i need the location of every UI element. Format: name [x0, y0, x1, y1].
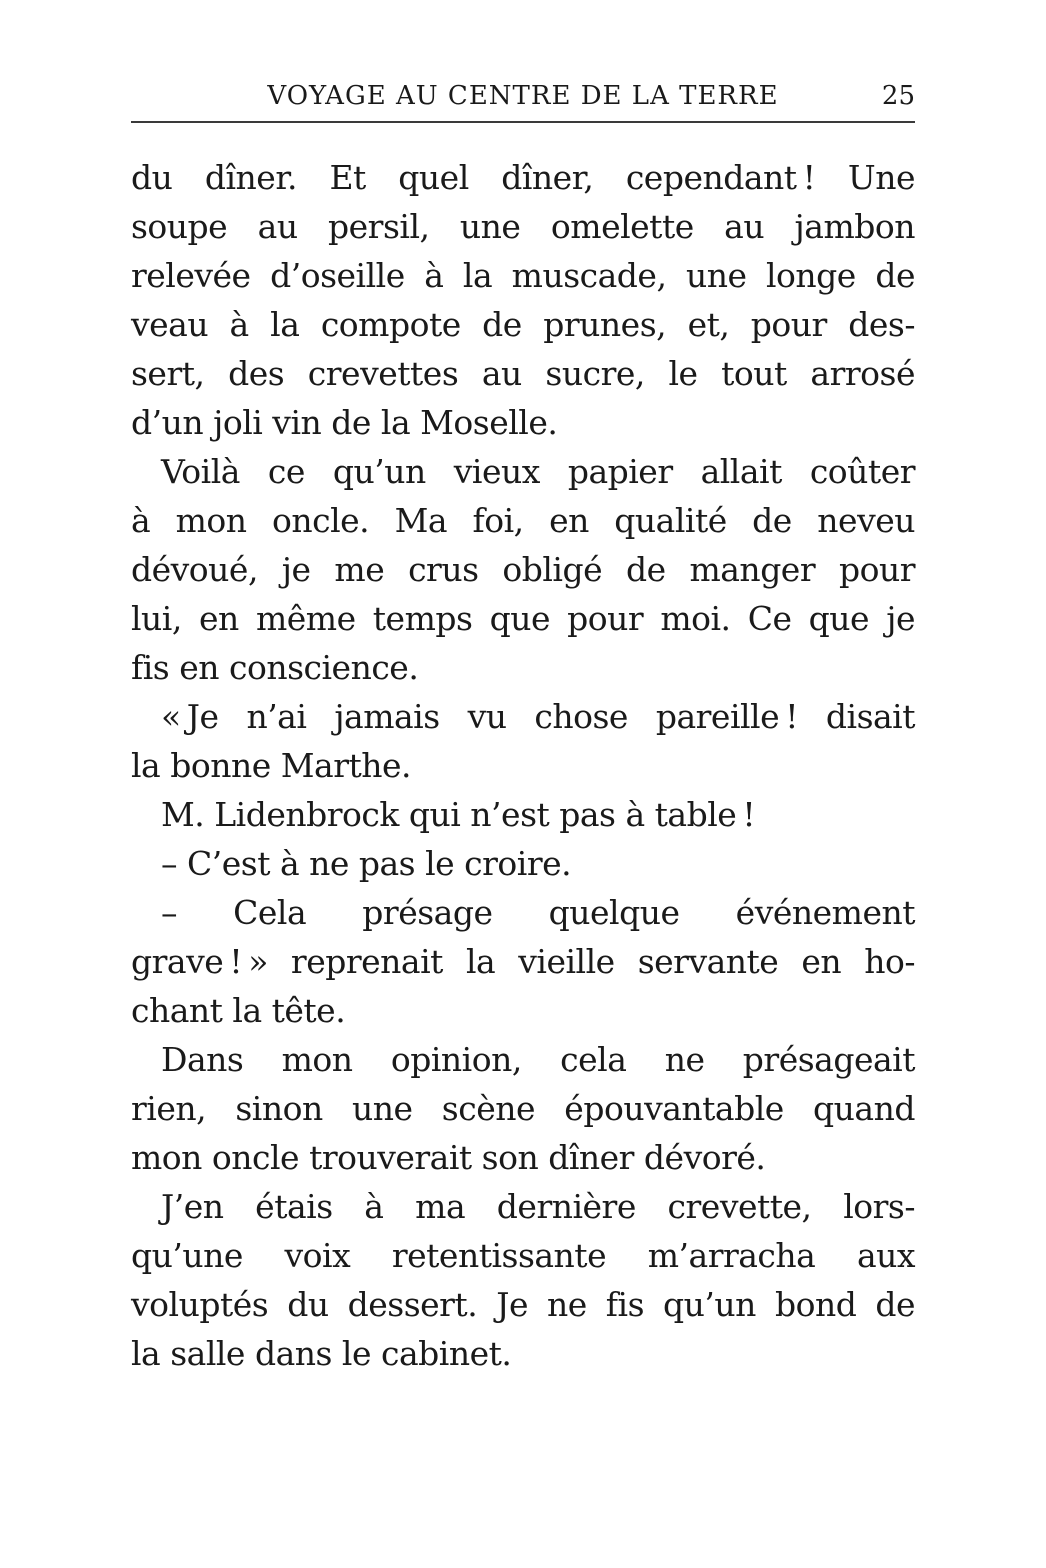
- text-line: – C’est à ne pas le croire.: [161, 844, 572, 883]
- text-line: – Cela présage quelque événement: [161, 893, 915, 932]
- text-line: soupe au persil, une omelette au jambon: [131, 207, 915, 246]
- text-line: la bonne Marthe.: [131, 746, 412, 785]
- text-line: J’en étais à ma dernière crevette, lors-: [161, 1187, 915, 1226]
- text-line: à mon oncle. Ma foi, en qualité de neveu: [131, 501, 915, 540]
- text-line: Dans mon opinion, cela ne présageait: [161, 1040, 915, 1079]
- page-number: 25: [881, 81, 915, 111]
- text-line: du dîner. Et quel dîner, cependant ! Une: [131, 158, 915, 197]
- text-line: chant la tête.: [131, 991, 346, 1030]
- running-head-title: VOYAGE AU CENTRE DE LA TERRE: [267, 81, 779, 111]
- text-line: lui, en même temps que pour moi. Ce que je: [131, 599, 915, 638]
- text-line: grave ! » reprenait la vieille servante en ho-: [131, 942, 915, 981]
- running-head: [131, 80, 915, 112]
- text-line: qu’une voix retentissante m’arracha aux: [131, 1236, 915, 1275]
- text-line: Voilà ce qu’un vieux papier allait coûter: [161, 452, 915, 491]
- text-line: dévoué, je me crus obligé de manger pour: [131, 550, 915, 589]
- text-line: veau à la compote de prunes, et, pour des-: [131, 305, 915, 344]
- text-line: M. Lidenbrock qui n’est pas à table !: [161, 795, 756, 834]
- text-line: la salle dans le cabinet.: [131, 1334, 512, 1373]
- text-line: rien, sinon une scène épouvantable quand: [131, 1089, 915, 1128]
- header-rule: [131, 121, 915, 123]
- page-text: [131, 153, 915, 1378]
- text-line: relevée d’oseille à la muscade, une longe de: [131, 256, 915, 295]
- text-line: « Je n’ai jamais vu chose pareille ! disait: [161, 697, 915, 736]
- text-line: sert, des crevettes au sucre, le tout arrosé: [131, 354, 915, 393]
- text-line: voluptés du dessert. Je ne fis qu’un bond de: [131, 1285, 915, 1324]
- text-line: fis en conscience.: [131, 648, 419, 687]
- text-line: mon oncle trouverait son dîner dévoré.: [131, 1138, 766, 1177]
- text-line: d’un joli vin de la Moselle.: [131, 403, 558, 442]
